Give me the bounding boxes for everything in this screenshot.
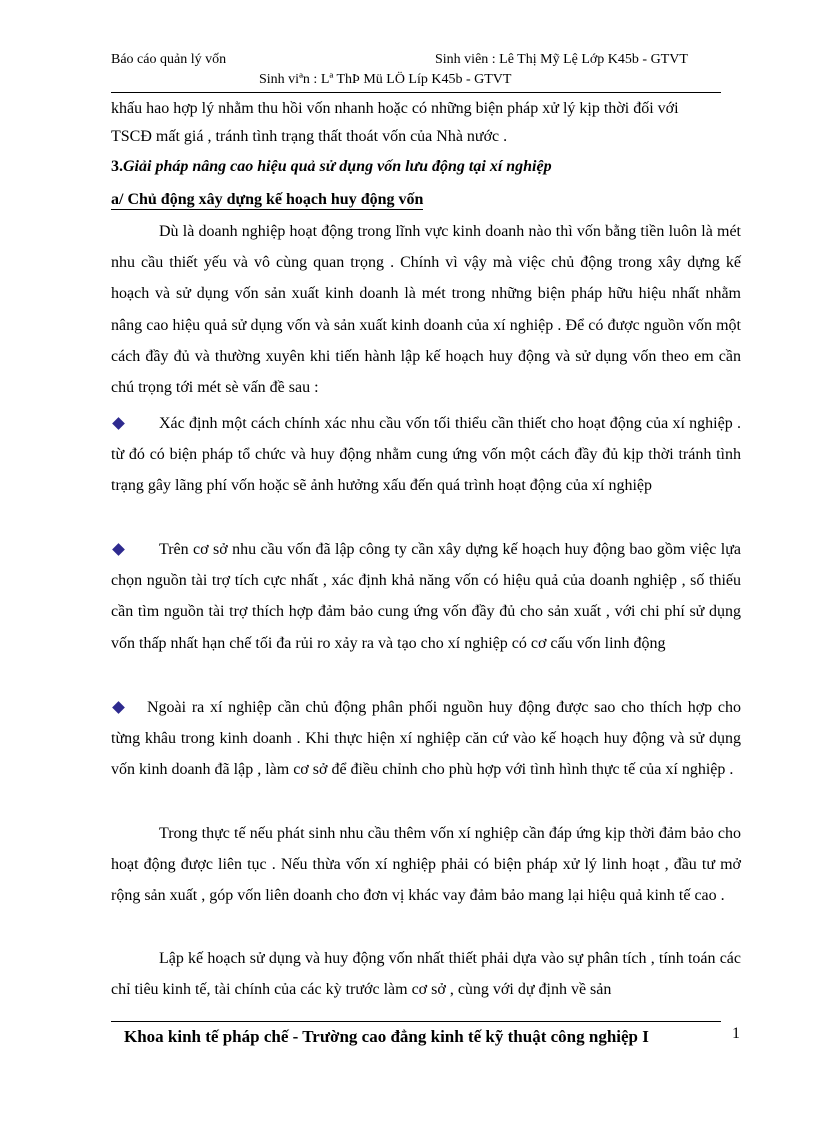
footer-text: Khoa kinh tế pháp chế - Trường cao đẳng kinh tế kỹ thuật công nghiệp I <box>124 1027 649 1046</box>
page-number: 1 <box>732 1025 740 1042</box>
paragraph-1: Dù là doanh nghiệp hoạt động trong lĩnh vực kinh doanh nào thì vốn bằng tiền luôn là mét nhu cầu thiết yếu và vô cùng quan trọng . Chính vì vậy mà việc chủ động trong xây dựng kế hoạch và sử dụng vốn sản xuất kinh doanh là mét trong những biện pháp hữu hiệu nhất nhằm nâng cao hiệu quả sử dụng vốn và sản xuất kinh doanh của xí nghiệp . Để có được nguồn vốn một cách đầy đủ và thường xuyên khi tiến hành lập kế hoạch huy động và sử dụng vốn theo em cần chú trọng tới mét sè vấn đề sau : <box>111 223 741 397</box>
section-number: 3. <box>111 158 123 175</box>
bullet-item-1: Xác định một cách chính xác nhu cầu vốn tối thiểu cần thiết cho hoạt động của xí nghiệp . từ đó có biện pháp tổ chức và huy động nhằm cung ứng vốn một cách đầy đủ kịp thời tránh tình trạng gây lãng phí vốn hoặc sẽ ảnh hưởng xấu đến quá trình hoạt động của xí nghiệp <box>111 415 741 495</box>
intro-line-2: TSCĐ mất giá , tránh tình trạng thất thoát vốn của Nhà nước . <box>111 128 508 145</box>
subsection-title: a/ Chủ động xây dựng kế hoạch huy động vốn <box>111 191 424 208</box>
bullet-item-3: Ngoài ra xí nghiệp cần chủ động phân phối nguồn huy động được sao cho thích hợp cho từng khâu trong kinh doanh . Khi thực hiện xí nghiệp căn cứ vào kế hoạch huy động và sử dụng vốn kinh doanh đã lập , làm cơ sở để điều chỉnh cho phù hợp với tình hình thực tế của xí nghiệp . <box>111 699 741 779</box>
bullet-item-2: Trên cơ sở nhu cầu vốn đã lập công ty cần xây dựng kế hoạch huy động bao gồm việc lựa chọn nguồn tài trợ tích cực nhất , xác định khả năng vốn có hiệu quả của doanh nghiệp , số thiếu cần tìm nguồn tài trợ thích hợp đảm bảo cung ứng vốn đầy đủ cho sản xuất , với chi phí sử dụng vốn thấp nhất hạn chế tối đa rủi ro xảy ra và tạo cho xí nghiệp có cơ cấu vốn linh động <box>111 541 741 652</box>
section-heading <box>111 158 552 176</box>
footer-rule <box>111 1021 721 1022</box>
header-rule <box>111 92 721 93</box>
paragraph-3: Lập kế hoạch sử dụng và huy động vốn nhất thiết phải dựa vào sự phân tích , tính toán các chỉ tiêu kinh tế, tài chính của các kỳ trước làm cơ sở , cùng với dự định về sản <box>111 950 741 999</box>
header-right: Sinh viên : Lê Thị Mỹ Lệ Lớp K45b - GTVT <box>435 52 688 67</box>
intro-line-1: khấu hao hợp lý nhằm thu hồi vốn nhanh hoặc có những biện pháp xử lý kịp thời đối với <box>111 100 679 117</box>
header-left: Báo cáo quản lý vốn <box>111 52 227 67</box>
subsection-heading <box>111 191 423 209</box>
section-title: Giải pháp nâng cao hiệu quả sử dụng vốn lưu động tại xí nghiệp <box>123 158 552 175</box>
paragraph-2: Trong thực tế nếu phát sinh nhu cầu thêm vốn xí nghiệp cần đáp ứng kịp thời đảm bảo cho hoạt động được liên tục . Nếu thừa vốn xí nghiệp phải có biện pháp xử lý linh hoạt , đầu tư mở rộng sản xuất , góp vốn liên doanh cho đơn vị khác vay đảm bảo mang lại hiệu quả kinh tế cao . <box>111 825 741 905</box>
header-line2: Sinh viªn : Lª ThÞ Mü LÖ Líp K45b - GTVT <box>259 72 512 87</box>
